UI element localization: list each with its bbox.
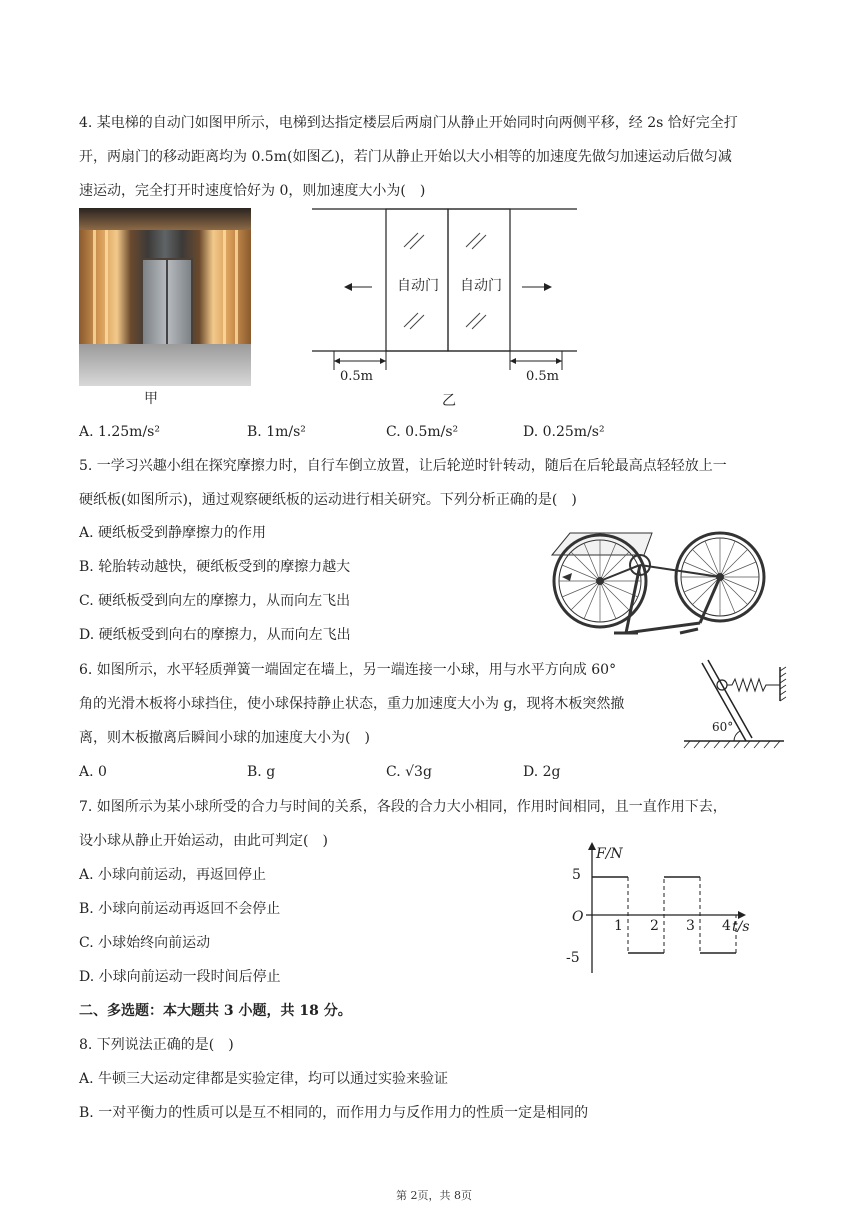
q6-line-1: 6. 如图所示，水平轻质弹簧一端固定在墙上，另一端连接一小球，用与水平方向成 60° (79, 662, 617, 678)
q6-option-b[interactable]: B. g (247, 764, 276, 780)
arrow-left-icon (344, 283, 352, 291)
photo-caption: 甲 (144, 391, 158, 407)
q4-line-2: 开，两扇门的移动距离均为 0.5m(如图乙)，若门从静止开始以大小相等的加速度先做匀加速运动后做匀减 (79, 149, 732, 165)
force-time-chart (560, 838, 760, 978)
q6-option-d[interactable]: D. 2g (523, 764, 561, 780)
q5-option-a[interactable]: A. 硬纸板受到静摩擦力的作用 (79, 525, 267, 541)
y-tick-minus-5: -5 (566, 950, 580, 966)
dist-label-left: 0.5m (340, 369, 374, 384)
x-axis-arrow-icon (738, 911, 746, 919)
q4-line-1: 4. 某电梯的自动门如图甲所示，电梯到达指定楼层后两扇门从静止开始同时向两侧平移，经 2s 恰好完全打 (79, 115, 738, 131)
spring (727, 679, 780, 691)
q8-option-b[interactable]: B. 一对平衡力的性质可以是互不相同的，而作用力与反作用力的性质一定是相同的 (79, 1105, 589, 1121)
q6-option-a[interactable]: A. 0 (79, 764, 107, 780)
door-label-right: 自动门 (460, 278, 502, 294)
q8-option-a[interactable]: A. 牛顿三大运动定律都是实验定律，均可以通过实验来验证 (79, 1071, 449, 1087)
q6-line-2: 角的光滑木板将小球挡住，使小球保持静止状态，重力加速度大小为 g，现将木板突然撤 (79, 696, 625, 712)
q5-option-b[interactable]: B. 轮胎转动越快，硬纸板受到的摩擦力越大 (79, 559, 351, 575)
arrow-right-icon (544, 283, 552, 291)
x-tick-label: 1 (614, 918, 623, 934)
y-tick-origin: O (572, 909, 584, 925)
door-label-left: 自动门 (397, 278, 439, 294)
q7-option-c[interactable]: C. 小球始终向前运动 (79, 935, 211, 951)
elevator-photo (79, 208, 251, 386)
q5-option-d[interactable]: D. 硬纸板受到向右的摩擦力，从而向左飞出 (79, 627, 351, 643)
q4-line-3: 速运动，完全打开时速度恰好为 0，则加速度大小为( ) (79, 183, 426, 199)
q7-option-d[interactable]: D. 小球向前运动一段时间后停止 (79, 969, 281, 985)
q6-option-c[interactable]: C. √3g (386, 764, 432, 780)
bicycle-diagram (540, 515, 790, 650)
q4-option-d[interactable]: D. 0.25m/s² (523, 424, 605, 440)
x-tick-label: 4 (722, 918, 731, 934)
y-tick-5: 5 (572, 867, 581, 883)
y-axis-label: F/N (596, 846, 623, 862)
q7-option-a[interactable]: A. 小球向前运动，再返回停止 (79, 867, 267, 883)
q5-option-c[interactable]: C. 硬纸板受到向左的摩擦力，从而向左飞出 (79, 593, 351, 609)
q5-line-2: 硬纸板(如图所示)，通过观察硬纸板的运动进行相关研究。下列分析正确的是( ) (79, 492, 577, 508)
q8-line-1: 8. 下列说法正确的是( ) (79, 1037, 234, 1053)
x-axis-label: t/s (732, 919, 750, 935)
section-heading: 二、多选题：本大题共 3 小题，共 18 分。 (79, 1003, 352, 1019)
y-axis-arrow-icon (588, 842, 596, 850)
x-tick-label: 3 (686, 918, 695, 934)
q7-line-1: 7. 如图所示为某小球所受的合力与时间的关系，各段的合力大小相同，作用时间相同，且一直作用下去， (79, 799, 727, 815)
q7-option-b[interactable]: B. 小球向前运动再返回不会停止 (79, 901, 281, 917)
q4-option-c[interactable]: C. 0.5m/s² (386, 424, 459, 440)
angle-label: 60° (712, 720, 734, 734)
q7-line-2: 设小球从静止开始运动，由此可判定( ) (79, 833, 328, 849)
dist-label-right: 0.5m (526, 369, 560, 384)
door-diagram (312, 205, 582, 385)
q4-option-a[interactable]: A. 1.25m/s² (79, 424, 160, 440)
diagram-caption: 乙 (442, 393, 456, 409)
x-tick-label: 2 (650, 918, 659, 934)
page-footer: 第 2页，共 8页 (396, 1189, 472, 1202)
elevator-door-photo (141, 258, 193, 358)
q4-option-b[interactable]: B. 1m/s² (247, 424, 306, 440)
q5-line-1: 5. 一学习兴趣小组在探究摩擦力时，自行车倒立放置，让后轮逆时针转动，随后在后轮最高点轻轻放上一 (79, 458, 727, 474)
rotation-arrow-icon (562, 573, 572, 581)
q6-line-3: 离，则木板撤离后瞬间小球的加速度大小为( ) (79, 730, 370, 746)
spring-diagram (680, 655, 790, 750)
